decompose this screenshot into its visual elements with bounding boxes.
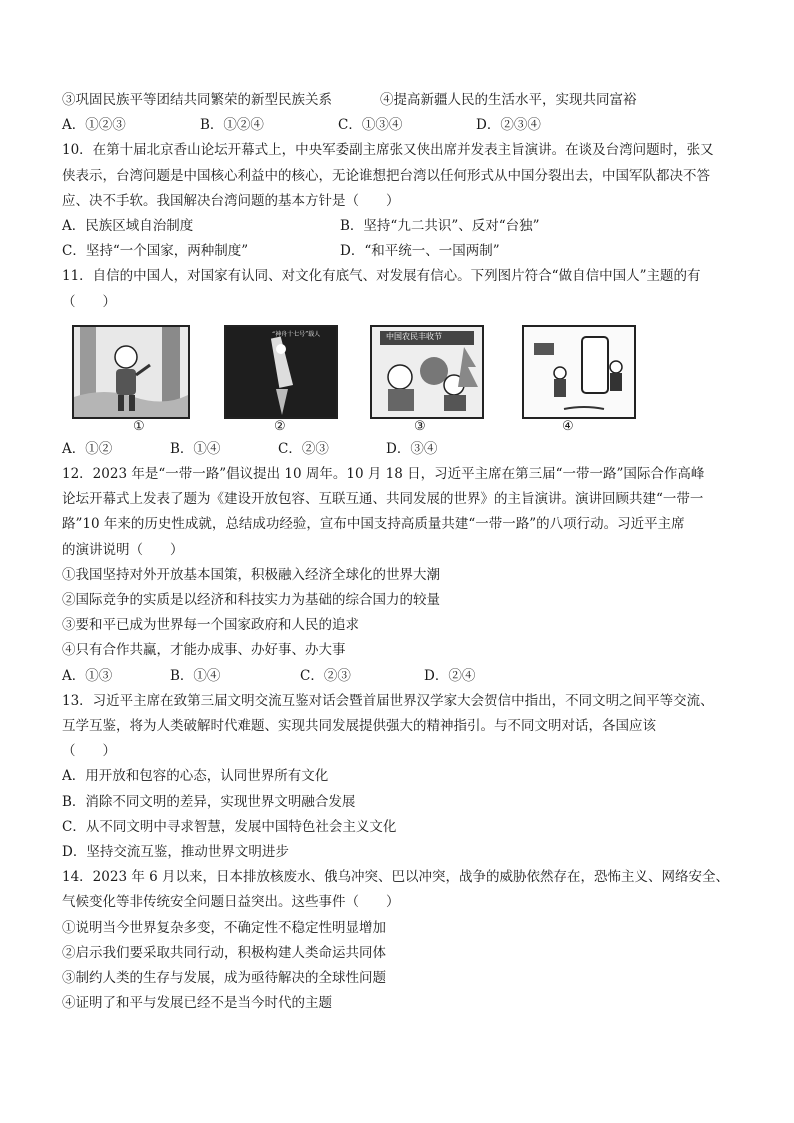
q11-picture-2-caption: “神舟十七号”载人 [272,330,321,338]
q11-stem-line-1: 11．自信的中国人，对国家有认同、对文化有底气、对发展有信心。下列图片符合“做自信中国人”主题的有 [62,268,701,285]
q11-option-a[interactable]: A．①② [62,440,113,457]
q12-item-2: ②国际竞争的实质是以经济和科技实力为基础的综合国力的较量 [62,592,440,609]
q11-picture-3 [370,325,484,419]
q10-stem-line-3: 应、决不手软。我国解决台湾问题的基本方针是（ ） [62,192,400,209]
q12-option-d[interactable]: D．②④ [424,667,476,684]
q14-item-4: ④证明了和平与发展已经不是当今时代的主题 [62,995,332,1012]
q11-picture-label-1: ① [133,418,145,434]
rocket-launch-image [226,327,336,417]
q11-picture-3-caption: 中国农民丰收节 [386,331,442,341]
q10-option-b[interactable]: B．坚持“九二共识”、反对“台独” [340,218,540,235]
q12-item-3: ③要和平已成为世界每一个国家政府和人民的追求 [62,617,359,634]
q10-options-row-1 [62,214,752,239]
q12-option-c[interactable]: C．②③ [300,667,351,684]
q11-picture-label-2: ② [274,418,286,434]
cartoon-person-trees-image [74,327,188,417]
q9-items [62,88,752,113]
q11-option-d[interactable]: D．③④ [386,440,438,457]
q11-picture-4 [522,325,636,419]
q10-options-row-2 [62,239,752,264]
q13-option-b[interactable]: B．消除不同文明的差异，实现世界文明融合发展 [62,793,356,810]
q14-stem-line-2: 气候变化等非传统安全问题日益突出。这些事件（ ） [62,894,400,911]
q12-option-b[interactable]: B．①④ [170,667,221,684]
q9-item-4: ④提高新疆人民的生活水平，实现共同富裕 [380,92,637,108]
q9-options [62,113,752,138]
q14-item-2: ②启示我们要采取共同行动，积极构建人类命运共同体 [62,944,386,961]
phone-network-cartoon-image [524,327,634,417]
q12-stem-line-2: 论坛开幕式上发表了题为《建设开放包容、互联互通、共同发展的世界》的主旨演讲。演讲回顾共建“一带一 [62,491,704,508]
q12-item-4: ④只有合作共赢，才能办成事、办好事、办大事 [62,642,346,659]
q13-option-c[interactable]: C．从不同文明中寻求智慧，发展中国特色社会主义文化 [62,818,397,835]
q12-item-1: ①我国坚持对外开放基本国策，积极融入经济全球化的世界大潮 [62,566,440,583]
q13-option-a[interactable]: A．用开放和包容的心态，认同世界所有文化 [62,768,329,785]
q11-picture-label-3: ③ [414,418,426,434]
q11-stem-line-2: （ ） [62,293,116,310]
q14-item-1: ①说明当今世界复杂多变，不确定性不稳定性明显增加 [62,919,386,936]
q14-item-3: ③制约人类的生存与发展，成为亟待解决的全球性问题 [62,970,386,987]
q14-stem-line-1: 14．2023 年 6 月以来，日本排放核废水、俄乌冲突、巴以冲突，战争的威胁依然存在，恐怖主义、网络安全、 [62,869,729,886]
q11-picture-1 [72,325,190,419]
q13-stem-line-1: 13．习近平主席在致第三届文明交流互鉴对话会暨首届世界汉学家大会贺信中指出，不同文明之间平等交流、 [62,692,714,709]
q11-option-c[interactable]: C．②③ [278,440,329,457]
q10-stem-line-1: 10．在第十届北京香山论坛开幕式上，中央军委副主席张又侠出席并发表主旨演讲。在谈及台湾问题时，张又 [62,142,714,159]
q12-stem-line-4: 的演讲说明（ ） [62,541,184,558]
q10-stem-line-2: 侠表示，台湾问题是中国核心利益中的核心，无论谁想把台湾以任何形式从中国分裂出去，中国军队都决不答 [62,167,710,184]
q10-option-d[interactable]: D．“和平统一、一国两制” [340,243,500,260]
q9-option-b[interactable]: B．①②④ [200,117,264,134]
q10-option-a[interactable]: A．民族区域自治制度 [62,218,194,235]
q12-stem-line-3: 路”10 年来的历史性成就，总结成功经验，宣布中国支持高质量共建“一带一路”的八项行动。习近平主席 [62,516,685,533]
q11-pictures [62,319,752,437]
q9-option-d[interactable]: D．②③④ [476,117,541,134]
q12-options [62,664,752,689]
q13-stem-line-3: （ ） [62,743,116,760]
q11-option-b[interactable]: B．①④ [170,440,221,457]
q10-option-c[interactable]: C．坚持“一个国家，两种制度” [62,243,249,260]
q12-stem-line-1: 12．2023 年是“一带一路”倡议提出 10 周年。10 月 18 日，习近平主席在第三届“一带一路”国际合作高峰 [62,466,705,483]
q11-picture-2 [224,325,338,419]
q9-option-a[interactable]: A．①②③ [62,117,126,134]
q13-stem-line-2: 互学互鉴，将为人类破解时代难题、实现共同发展提供强大的精神指引。与不同文明对话，各国应该 [62,718,656,735]
q9-item-3: ③巩固民族平等团结共同繁荣的新型民族关系 [62,92,332,108]
q11-picture-label-4: ④ [562,418,574,434]
q11-options [62,437,752,462]
exam-page [62,88,752,1017]
q9-option-c[interactable]: C．①③④ [338,117,403,134]
q13-option-d[interactable]: D．坚持交流互鉴，推动世界文明进步 [62,844,289,861]
q12-option-a[interactable]: A．①③ [62,667,113,684]
